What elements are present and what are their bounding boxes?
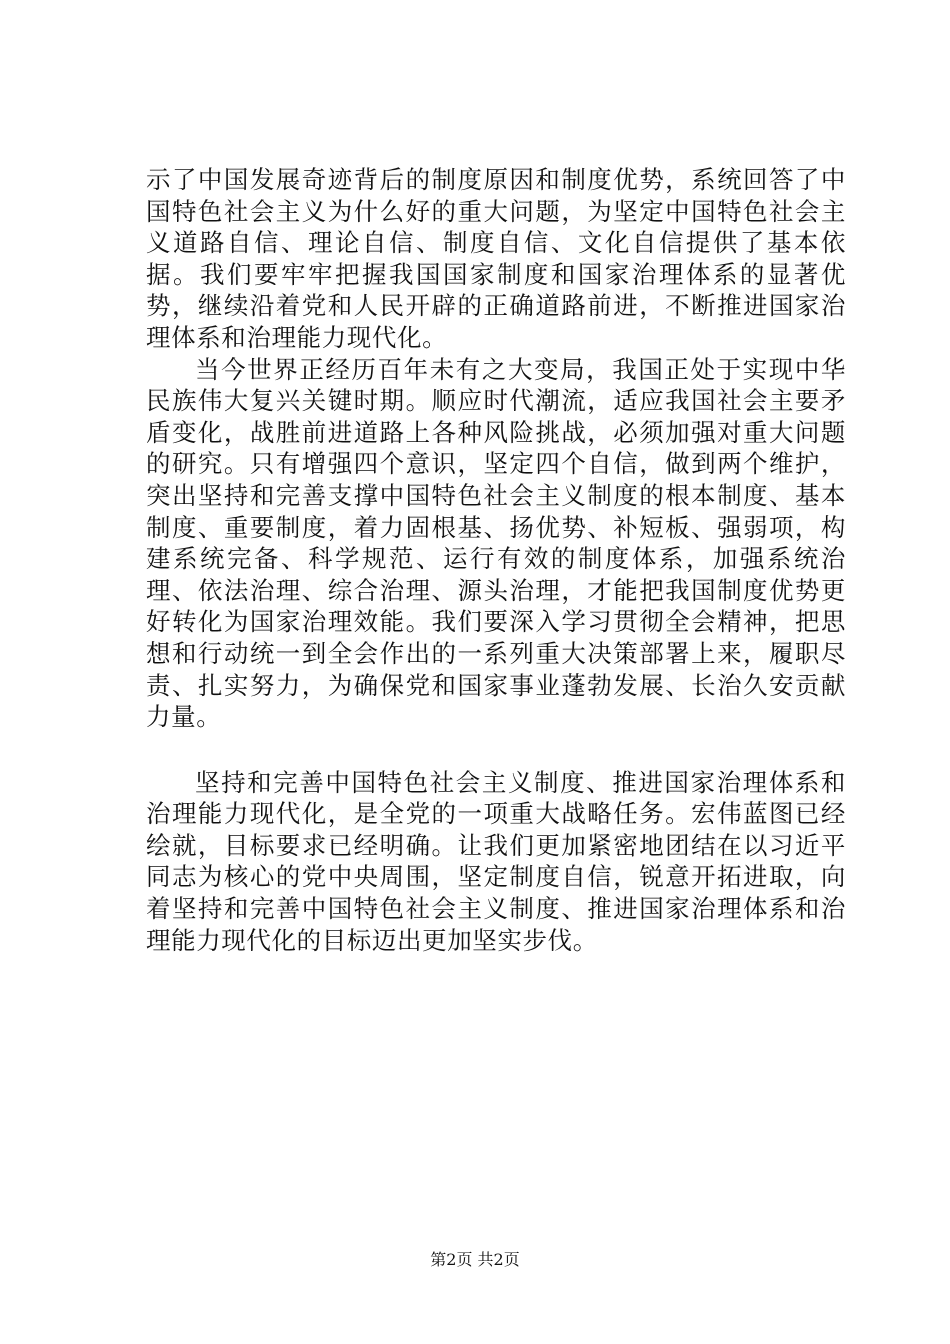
paragraph-world-changes: 当今世界正经历百年未有之大变局，我国正处于实现中华民族伟大复兴关键时期。顺应时代潮流，适应我国社会主要矛盾变化，战胜前进道路上各种风险挑战，必须加强对重大问题的研究。只有增强四个意识，坚定四个自信，做到两个维护，突出坚持和完善支撑中国特色社会主义制度的根本制度、基本制度、重要制度，着力固根基、扬优势、补短板、强弱项，构建系统完备、科学规范、运行有效的制度体系，加强系统治理、依法治理、综合治理、源头治理，才能把我国制度优势更好转化为国家治理效能。我们要深入学习贯彻全会精神，把思想和行动统一到全会作出的一系列重大决策部署上来，履职尽责、扎实努力，为确保党和国家事业蓬勃发展、长治久安贡献力量。 [146, 354, 846, 732]
page-number-footer: 第2页 共2页 [430, 1250, 520, 1269]
document-body [146, 164, 846, 956]
paragraph-continued: 示了中国发展奇迹背后的制度原因和制度优势，系统回答了中国特色社会主义为什么好的重大问题，为坚定中国特色社会主义道路自信、理论自信、制度自信、文化自信提供了基本依据。我们要牢牢把握我国国家制度和国家治理体系的显著优势，继续沿着党和人民开辟的正确道路前进，不断推进国家治理体系和治理能力现代化。 [146, 165, 846, 352]
paragraph-conclusion: 坚持和完善中国特色社会主义制度、推进国家治理体系和治理能力现代化，是全党的一项重大战略任务。宏伟蓝图已经绘就，目标要求已经明确。让我们更加紧密地团结在以习近平同志为核心的党中央周围，坚定制度自信，锐意开拓进取，向着坚持和完善中国特色社会主义制度、推进国家治理体系和治理能力现代化的目标迈出更加坚实步伐。 [146, 767, 846, 955]
